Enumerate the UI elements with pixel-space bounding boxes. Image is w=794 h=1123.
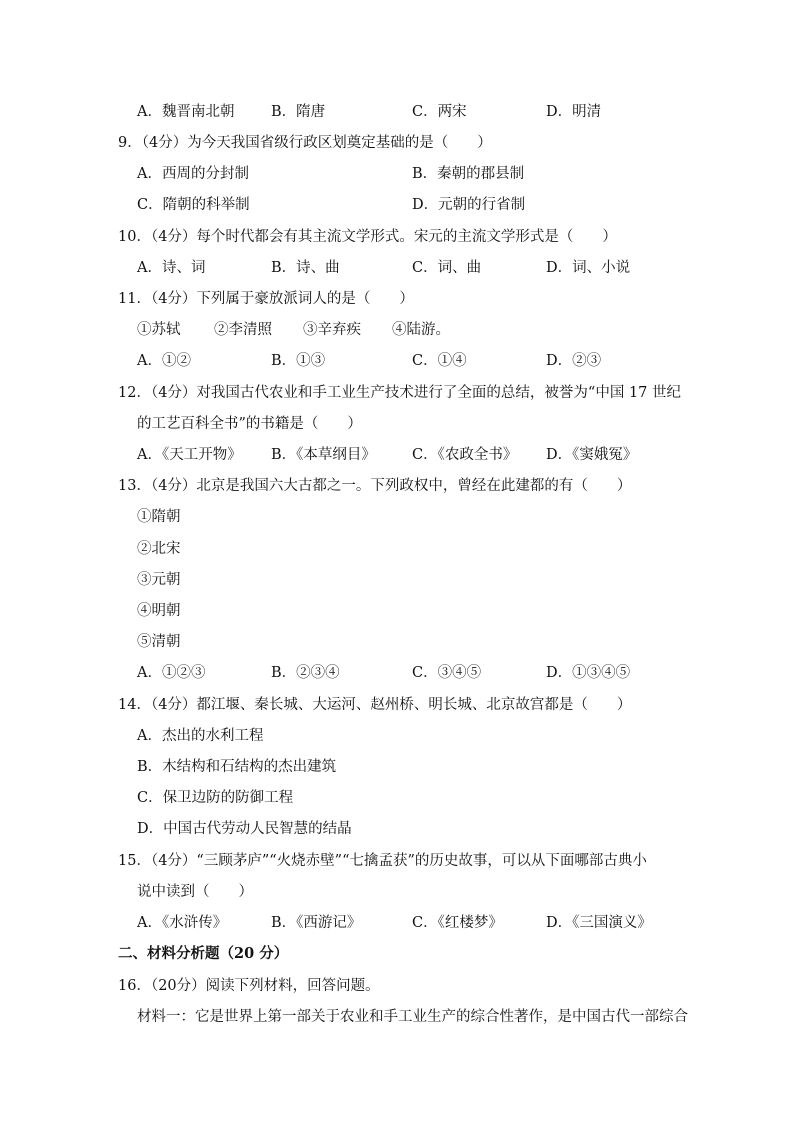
q16-stem: 16．（20分）阅读下列材料，回答问题。 [118, 978, 380, 994]
q8-option-b: B．隋唐 [271, 104, 326, 120]
q13-item-5: ⑤清朝 [137, 634, 181, 650]
q9-option-c: C．隋朝的科举制 [137, 197, 250, 213]
q12-option-c: C．《农政全书》 [412, 447, 518, 463]
q14-option-b: B．木结构和石结构的杰出建筑 [137, 759, 337, 775]
q14-option-a: A．杰出的水利工程 [137, 728, 264, 744]
q15-option-a: A．《水浒传》 [137, 915, 228, 931]
q16-material-1: 材料一：它是世界上第一部关于农业和手工业生产的综合性著作，是中国古代一部综合 [137, 1009, 688, 1025]
q8-option-d: D．明清 [546, 104, 602, 120]
q13-item-1: ①隋朝 [137, 509, 181, 525]
q15-stem-line1: 15．（4分）“三顾茅庐”“火烧赤壁”“七擒孟获”的历史故事，可以从下面哪部古典小 [118, 853, 647, 869]
q11-item-1: ①苏轼 [137, 322, 181, 338]
q11-stem: 11．（4分）下列属于豪放派词人的是（ ） [118, 291, 414, 307]
q12-option-d: D．《窦娥冤》 [546, 447, 638, 463]
q10-option-c: C．词、曲 [412, 260, 482, 276]
q12-stem-line2: 的工艺百科全书”的书籍是（ ） [137, 416, 362, 432]
q15-option-c: C．《红楼梦》 [412, 915, 503, 931]
q10-stem: 10．（4分）每个时代都会有其主流文学形式。宋元的主流文学形式是（ ） [118, 229, 617, 245]
q13-option-a: A．①②③ [137, 665, 206, 681]
q14-stem: 14．（4分）都江堰、秦长城、大运河、赵州桥、明长城、北京故宫都是（ ） [118, 697, 632, 713]
q9-stem: 9．（4分）为今天我国省级行政区划奠定基础的是（ ） [118, 135, 492, 151]
q8-option-a: A．魏晋南北朝 [137, 104, 235, 120]
q10-option-d: D．词、小说 [546, 260, 631, 276]
q14-option-c: C．保卫边防的防御工程 [137, 790, 294, 806]
q11-item-4: ④陆游。 [392, 322, 450, 338]
q13-option-d: D．①③④⑤ [546, 665, 631, 681]
q15-stem-line2: 说中读到（ ） [137, 884, 253, 900]
q9-option-a: A．西周的分封制 [137, 166, 249, 182]
q13-option-b: B．②③④ [271, 665, 340, 681]
q10-option-b: B．诗、曲 [271, 260, 340, 276]
q9-option-b: B．秦朝的郡县制 [412, 166, 525, 182]
q13-option-c: C．③④⑤ [412, 665, 482, 681]
q8-option-c: C．两宋 [412, 104, 467, 120]
q12-option-b: B．《本草纲目》 [271, 447, 376, 463]
q11-item-3: ③辛弃疾 [303, 322, 361, 338]
q13-item-4: ④明朝 [137, 603, 181, 619]
q11-option-c: C．①④ [412, 353, 467, 369]
q11-option-a: A．①② [137, 353, 191, 369]
q11-item-2: ②李清照 [214, 322, 272, 338]
q13-item-3: ③元朝 [137, 572, 181, 588]
q15-option-b: B．《西游记》 [271, 915, 362, 931]
q14-option-d: D．中国古代劳动人民智慧的结晶 [137, 821, 352, 837]
q11-option-b: B．①③ [271, 353, 326, 369]
q13-item-2: ②北宋 [137, 541, 181, 557]
q10-option-a: A．诗、词 [137, 260, 206, 276]
q13-stem: 13．（4分）北京是我国六大古都之一。下列政权中，曾经在此建都的有（ ） [118, 478, 632, 494]
q12-stem-line1: 12．（4分）对我国古代农业和手工业生产技术进行了全面的总结，被誉为“中国 17 世纪 [118, 385, 682, 401]
q15-option-d: D．《三国演义》 [546, 915, 652, 931]
section-heading: 二、材料分析题（20 分） [118, 945, 289, 962]
q9-option-d: D．元朝的行省制 [412, 197, 526, 213]
q11-option-d: D．②③ [546, 353, 602, 369]
q12-option-a: A．《天工开物》 [137, 447, 242, 463]
